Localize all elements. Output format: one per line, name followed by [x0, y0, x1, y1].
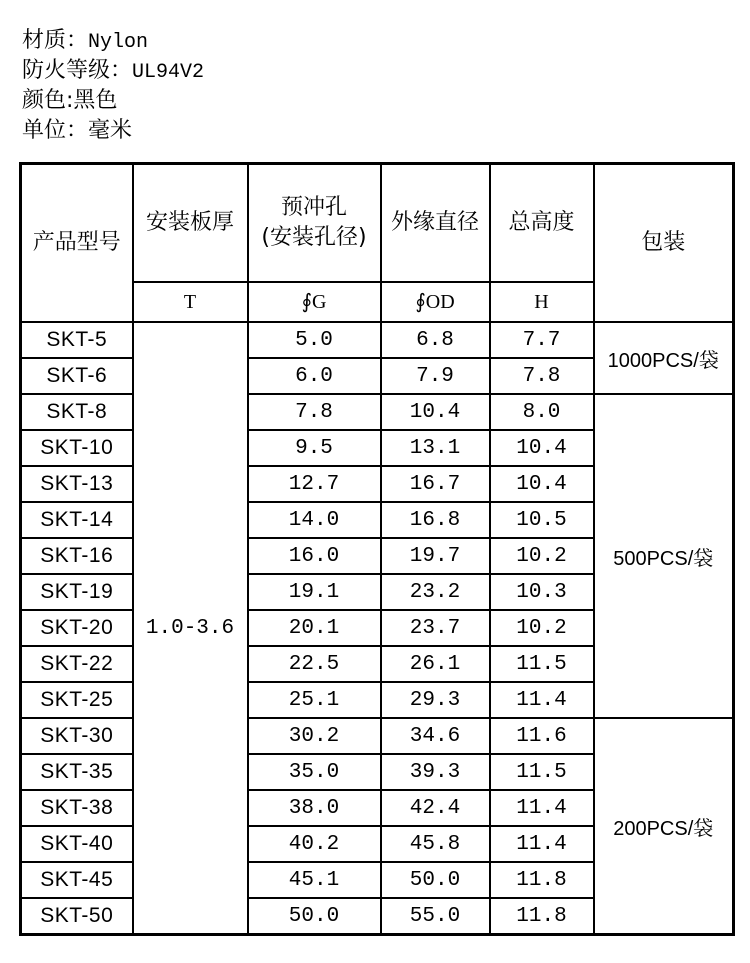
cell-height: 10.3	[490, 574, 594, 610]
cell-model: SKT-16	[21, 538, 133, 574]
cell-packing: 1000PCS/袋	[594, 322, 734, 394]
cell-model: SKT-40	[21, 826, 133, 862]
cell-hole-diameter: 14.0	[248, 502, 381, 538]
subheader-hole: ∮G	[248, 282, 381, 322]
cell-model: SKT-19	[21, 574, 133, 610]
cell-outer-diameter: 26.1	[381, 646, 490, 682]
cell-packing: 500PCS/袋	[594, 394, 734, 718]
cell-height: 11.8	[490, 862, 594, 898]
cell-outer-diameter: 42.4	[381, 790, 490, 826]
table-row	[21, 718, 734, 754]
cell-model: SKT-13	[21, 466, 133, 502]
cell-height: 10.4	[490, 430, 594, 466]
header-model: 产品型号	[21, 164, 133, 323]
spec-unit	[22, 116, 204, 146]
cell-model: SKT-8	[21, 394, 133, 430]
subheader-od: ∮OD	[381, 282, 490, 322]
header-hole-line1: 预冲孔	[280, 195, 347, 220]
cell-height: 11.4	[490, 790, 594, 826]
subheader-height: H	[490, 282, 594, 322]
cell-model: SKT-38	[21, 790, 133, 826]
cell-outer-diameter: 10.4	[381, 394, 490, 430]
cell-outer-diameter: 39.3	[381, 754, 490, 790]
cell-height: 11.5	[490, 646, 594, 682]
cell-hole-diameter: 45.1	[248, 862, 381, 898]
cell-model: SKT-50	[21, 898, 133, 935]
cell-hole-diameter: 22.5	[248, 646, 381, 682]
spec-value: Nylon	[88, 31, 149, 54]
cell-model: SKT-25	[21, 682, 133, 718]
cell-hole-diameter: 7.8	[248, 394, 381, 430]
spec-label: 材质：	[22, 28, 89, 53]
spec-label: 单位：	[22, 118, 89, 143]
cell-model: SKT-30	[21, 718, 133, 754]
cell-model: SKT-45	[21, 862, 133, 898]
cell-model: SKT-22	[21, 646, 133, 682]
cell-outer-diameter: 16.7	[381, 466, 490, 502]
header-od: 外缘直径	[381, 164, 490, 283]
cell-outer-diameter: 29.3	[381, 682, 490, 718]
cell-height: 11.4	[490, 826, 594, 862]
cell-height: 11.4	[490, 682, 594, 718]
cell-hole-diameter: 30.2	[248, 718, 381, 754]
spec-fire-rating	[22, 56, 204, 86]
cell-height: 11.5	[490, 754, 594, 790]
cell-outer-diameter: 50.0	[381, 862, 490, 898]
cell-outer-diameter: 55.0	[381, 898, 490, 935]
header-height: 总高度	[490, 164, 594, 283]
cell-hole-diameter: 25.1	[248, 682, 381, 718]
header-hole-line2: (安装孔径)	[261, 225, 367, 250]
cell-thickness: 1.0-3.6	[133, 322, 248, 935]
cell-hole-diameter: 16.0	[248, 538, 381, 574]
cell-outer-diameter: 45.8	[381, 826, 490, 862]
cell-outer-diameter: 34.6	[381, 718, 490, 754]
cell-outer-diameter: 7.9	[381, 358, 490, 394]
cell-outer-diameter: 16.8	[381, 502, 490, 538]
cell-outer-diameter: 6.8	[381, 322, 490, 358]
header-thickness: 安装板厚	[133, 164, 248, 283]
cell-hole-diameter: 19.1	[248, 574, 381, 610]
cell-hole-diameter: 40.2	[248, 826, 381, 862]
cell-outer-diameter: 23.2	[381, 574, 490, 610]
cell-height: 11.6	[490, 718, 594, 754]
cell-packing: 200PCS/袋	[594, 718, 734, 935]
cell-hole-diameter: 50.0	[248, 898, 381, 935]
cell-height: 10.2	[490, 610, 594, 646]
spec-list	[22, 26, 204, 146]
product-spec-table	[19, 162, 735, 936]
cell-outer-diameter: 19.7	[381, 538, 490, 574]
spec-material	[22, 26, 204, 56]
spec-value: UL94V2	[132, 61, 205, 84]
cell-height: 8.0	[490, 394, 594, 430]
subheader-thickness: T	[133, 282, 248, 322]
cell-outer-diameter: 13.1	[381, 430, 490, 466]
cell-model: SKT-10	[21, 430, 133, 466]
cell-hole-diameter: 9.5	[248, 430, 381, 466]
cell-outer-diameter: 23.7	[381, 610, 490, 646]
spec-label: 颜色:	[22, 88, 74, 113]
cell-hole-diameter: 5.0	[248, 322, 381, 358]
cell-height: 7.7	[490, 322, 594, 358]
spec-label: 防火等级：	[22, 58, 133, 83]
spec-color	[22, 86, 204, 116]
table-row	[21, 394, 734, 430]
cell-hole-diameter: 20.1	[248, 610, 381, 646]
cell-model: SKT-35	[21, 754, 133, 790]
header-packing: 包装	[594, 164, 734, 323]
header-hole	[248, 164, 381, 283]
cell-hole-diameter: 35.0	[248, 754, 381, 790]
cell-hole-diameter: 12.7	[248, 466, 381, 502]
cell-height: 10.4	[490, 466, 594, 502]
cell-height: 7.8	[490, 358, 594, 394]
cell-hole-diameter: 6.0	[248, 358, 381, 394]
spec-value: 黑色	[73, 88, 118, 113]
cell-hole-diameter: 38.0	[248, 790, 381, 826]
cell-model: SKT-20	[21, 610, 133, 646]
cell-height: 10.2	[490, 538, 594, 574]
table-row	[21, 322, 734, 358]
cell-height: 10.5	[490, 502, 594, 538]
spec-value: 毫米	[88, 118, 133, 143]
cell-model: SKT-14	[21, 502, 133, 538]
cell-model: SKT-5	[21, 322, 133, 358]
cell-model: SKT-6	[21, 358, 133, 394]
cell-height: 11.8	[490, 898, 594, 935]
